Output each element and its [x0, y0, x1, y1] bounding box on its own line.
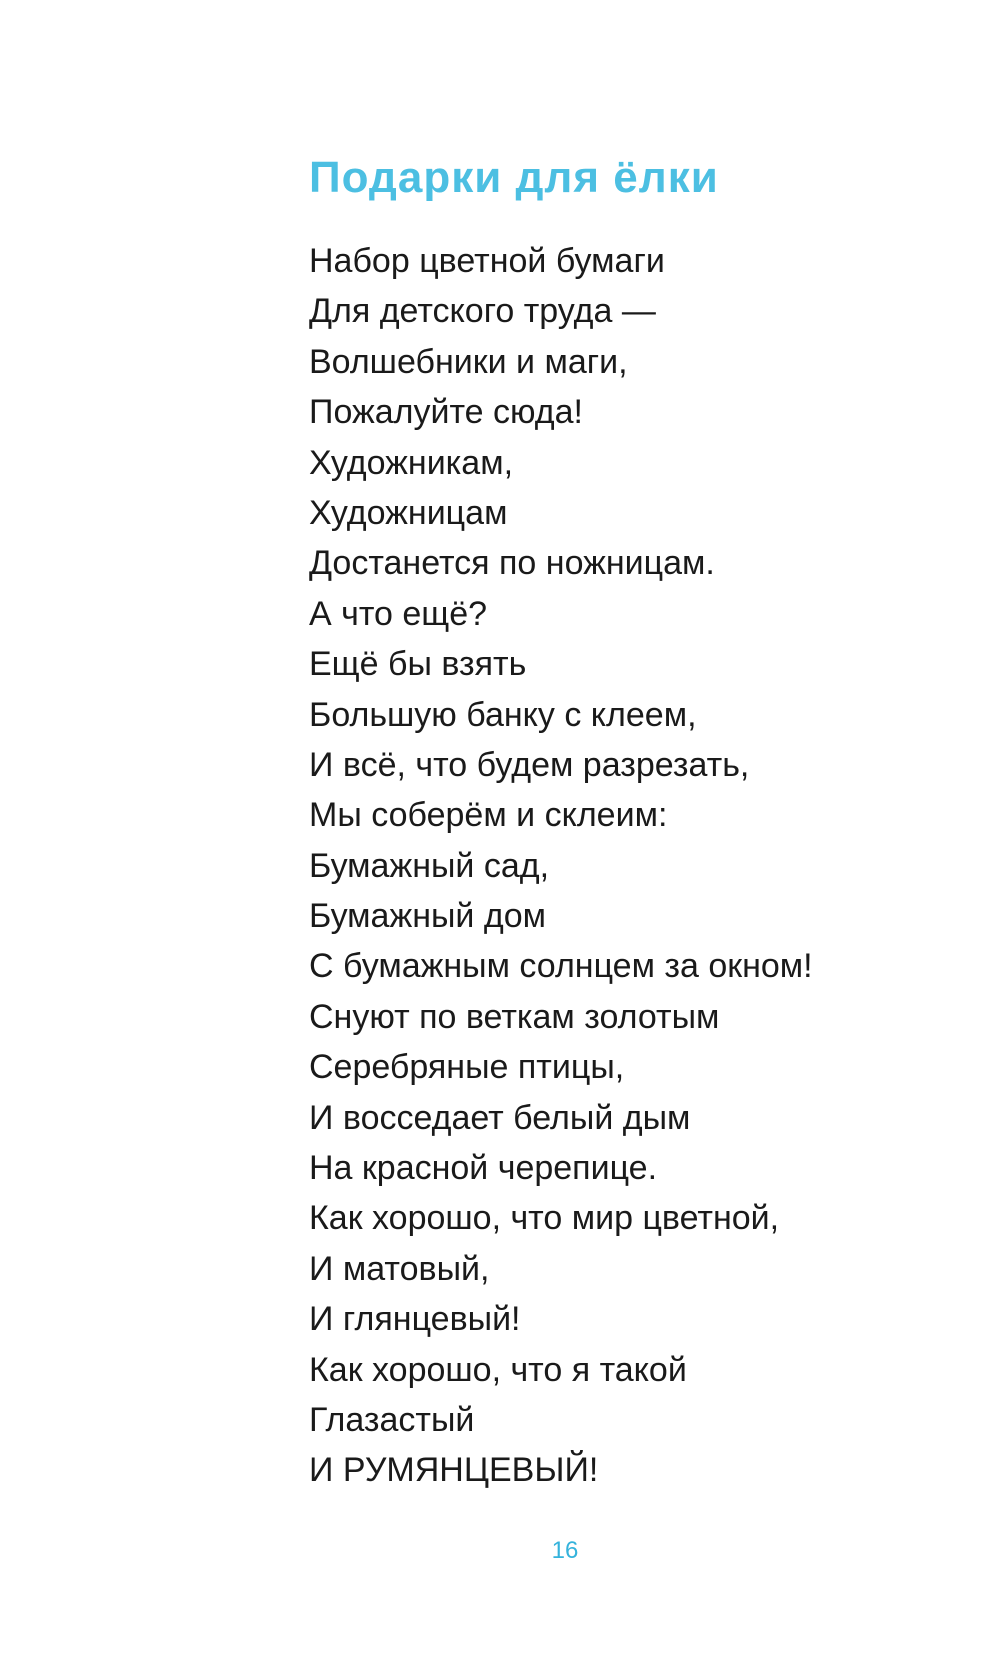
poem-line: И глянцевый! — [309, 1300, 521, 1339]
poem-line: Снуют по веткам золотым — [309, 997, 720, 1036]
poem-line: Набор цветной бумаги — [309, 242, 665, 280]
poem-line: И всё, что будем разрезать, — [309, 745, 750, 784]
poem-line: Пожалуйте сюда! — [309, 393, 583, 432]
poem-line: Волшебники и маги, — [309, 342, 628, 381]
poem-line: Серебряные птицы, — [309, 1048, 625, 1087]
poem-line: Глазастый — [309, 1400, 475, 1439]
poem-line: И матовый, — [309, 1249, 490, 1288]
poem-line: Как хорошо, что я такой — [309, 1350, 687, 1389]
page-number: 16 — [551, 1537, 579, 1564]
poem-line: Для детского труда — — [309, 292, 656, 331]
poem-line: Бумажный сад, — [309, 846, 550, 885]
poem-line: Бумажный дом — [309, 897, 546, 936]
poem-line: На красной черепице. — [309, 1149, 658, 1188]
poem-line: И восседает белый дым — [309, 1098, 691, 1137]
poem-line: Как хорошо, что мир цветной, — [309, 1199, 780, 1238]
poem-body — [309, 236, 813, 1496]
poem-line: С бумажным солнцем за окном! — [309, 947, 813, 986]
poem-line: Мы соберём и склеим: — [309, 796, 668, 835]
poem-line: Большую банку с клеем, — [309, 695, 697, 734]
poem-title: Подарки для ёлки — [309, 153, 719, 202]
poem-line: А что ещё? — [309, 594, 488, 633]
poem-line: Художникам, — [309, 443, 514, 482]
poem-line: Достанется по ножницам. — [309, 544, 715, 583]
poem-line: Художницам — [309, 493, 508, 532]
poem-line: Ещё бы взять — [309, 645, 527, 684]
poem-line: И РУМЯНЦЕВЫЙ! — [309, 1451, 599, 1490]
